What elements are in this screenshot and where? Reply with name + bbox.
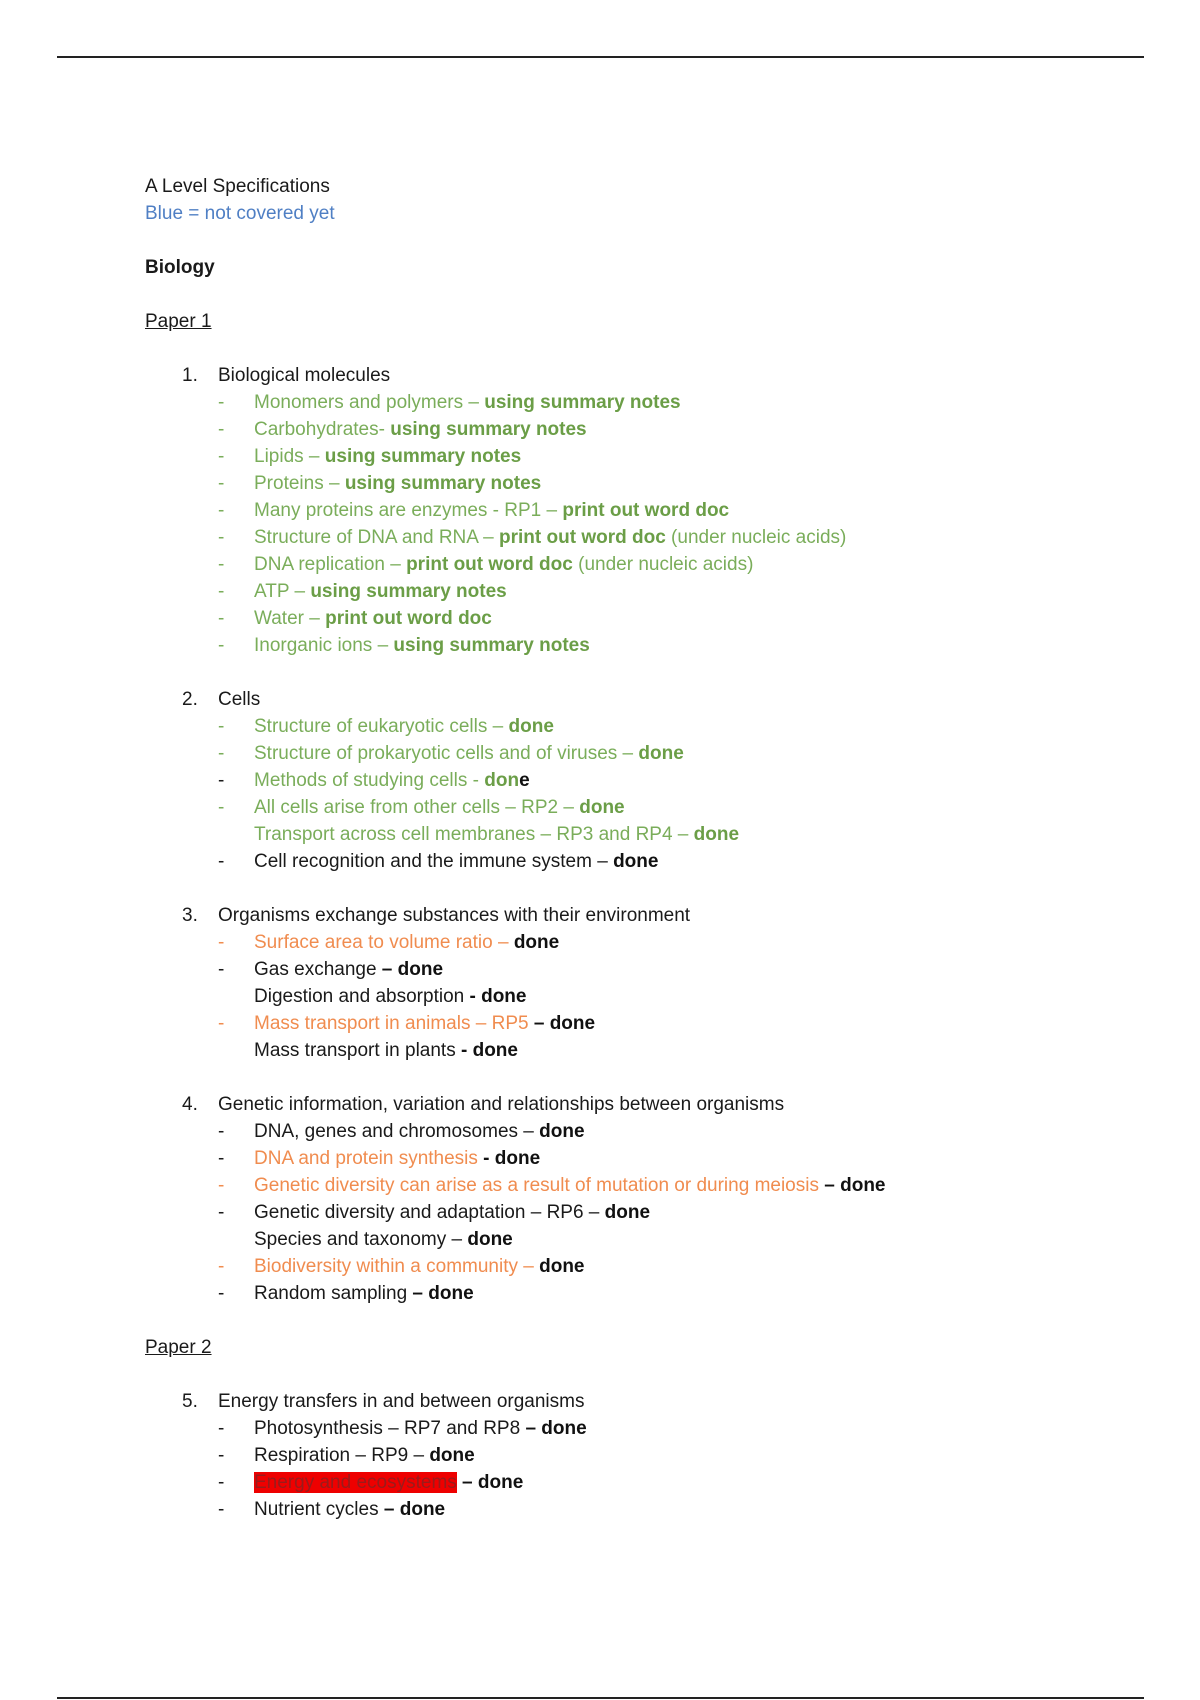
- topic-2-heading: [145, 686, 1145, 713]
- list-item: - DNA replication – print out word doc (under nucleic acids): [218, 554, 754, 575]
- topic-5-list: [145, 1415, 1145, 1523]
- list-item: - Lipids – using summary notes: [218, 446, 522, 467]
- topic-5-heading: [145, 1388, 1145, 1415]
- document-title: A Level Specifications: [145, 176, 330, 197]
- topic-3-list: [145, 929, 1145, 1064]
- list-item: - Cell recognition and the immune system – done: [218, 851, 659, 872]
- list-item: - Many proteins are enzymes - RP1 – print out word doc: [218, 500, 730, 521]
- list-item: - DNA and protein synthesis - done: [218, 1148, 541, 1169]
- list-item: - Energy and ecosystems – done: [218, 1472, 524, 1493]
- topic-title: Biological molecules: [218, 365, 391, 386]
- list-item: - Water – print out word doc: [218, 608, 492, 629]
- document-body: [145, 173, 1145, 1523]
- list-item: - Inorganic ions – using summary notes: [218, 635, 590, 656]
- subject-heading: Biology: [145, 257, 215, 278]
- list-item: - Mass transport in animals – RP5 – done: [218, 1013, 596, 1034]
- list-item: - Random sampling – done: [218, 1283, 474, 1304]
- list-item: - Biodiversity within a community – done: [218, 1256, 585, 1277]
- color-legend: Blue = not covered yet: [145, 203, 335, 224]
- list-item: - Monomers and polymers – using summary notes: [218, 392, 681, 413]
- list-item: Digestion and absorption - done: [254, 986, 527, 1007]
- paper-1-heading: Paper 1: [145, 311, 212, 332]
- list-item: - Genetic diversity can arise as a result of mutation or during meiosis – done: [218, 1175, 886, 1196]
- list-item: - Structure of DNA and RNA – print out word doc (under nucleic acids): [218, 527, 847, 548]
- topic-title: Genetic information, variation and relationships between organisms: [218, 1094, 785, 1115]
- topic-4-heading: [145, 1091, 1145, 1118]
- topic-number: 1.: [182, 365, 198, 386]
- paper-2-heading: Paper 2: [145, 1337, 212, 1358]
- topic-2-list: [145, 713, 1145, 875]
- topic-4-list: [145, 1118, 1145, 1307]
- topic-1-list: [145, 389, 1145, 659]
- topic-title: Energy transfers in and between organisms: [218, 1391, 585, 1412]
- list-item: - Structure of prokaryotic cells and of viruses – done: [218, 743, 684, 764]
- topic-1-heading: [145, 362, 1145, 389]
- topic-number: 3.: [182, 905, 198, 926]
- list-item: - All cells arise from other cells – RP2 – done: [218, 797, 625, 818]
- list-item: Transport across cell membranes – RP3 and RP4 – done: [254, 824, 740, 845]
- list-item: Species and taxonomy – done: [254, 1229, 513, 1250]
- list-item: - Surface area to volume ratio – done: [218, 932, 560, 953]
- topic-number: 4.: [182, 1094, 198, 1115]
- topic-title: Cells: [218, 689, 261, 710]
- list-item: - Nutrient cycles – done: [218, 1499, 446, 1520]
- topic-number: 2.: [182, 689, 198, 710]
- list-item: - Gas exchange – done: [218, 959, 444, 980]
- topic-3-heading: [145, 902, 1145, 929]
- header-rule: [57, 56, 1144, 58]
- list-item: - Genetic diversity and adaptation – RP6 – done: [218, 1202, 651, 1223]
- list-item: - Structure of eukaryotic cells – done: [218, 716, 554, 737]
- topic-number: 5.: [182, 1391, 198, 1412]
- highlighted-topic: Energy and ecosystems: [254, 1472, 457, 1493]
- list-item: - Carbohydrates- using summary notes: [218, 419, 587, 440]
- list-item: - Proteins – using summary notes: [218, 473, 542, 494]
- list-item: - Respiration – RP9 – done: [218, 1445, 475, 1466]
- list-item: - ATP – using summary notes: [218, 581, 507, 602]
- list-item: Mass transport in plants - done: [254, 1040, 518, 1061]
- footer-rule: [57, 1697, 1144, 1699]
- list-item: - Methods of studying cells - done: [218, 770, 530, 791]
- list-item: - DNA, genes and chromosomes – done: [218, 1121, 585, 1142]
- list-item: - Photosynthesis – RP7 and RP8 – done: [218, 1418, 587, 1439]
- topic-title: Organisms exchange substances with their environment: [218, 905, 691, 926]
